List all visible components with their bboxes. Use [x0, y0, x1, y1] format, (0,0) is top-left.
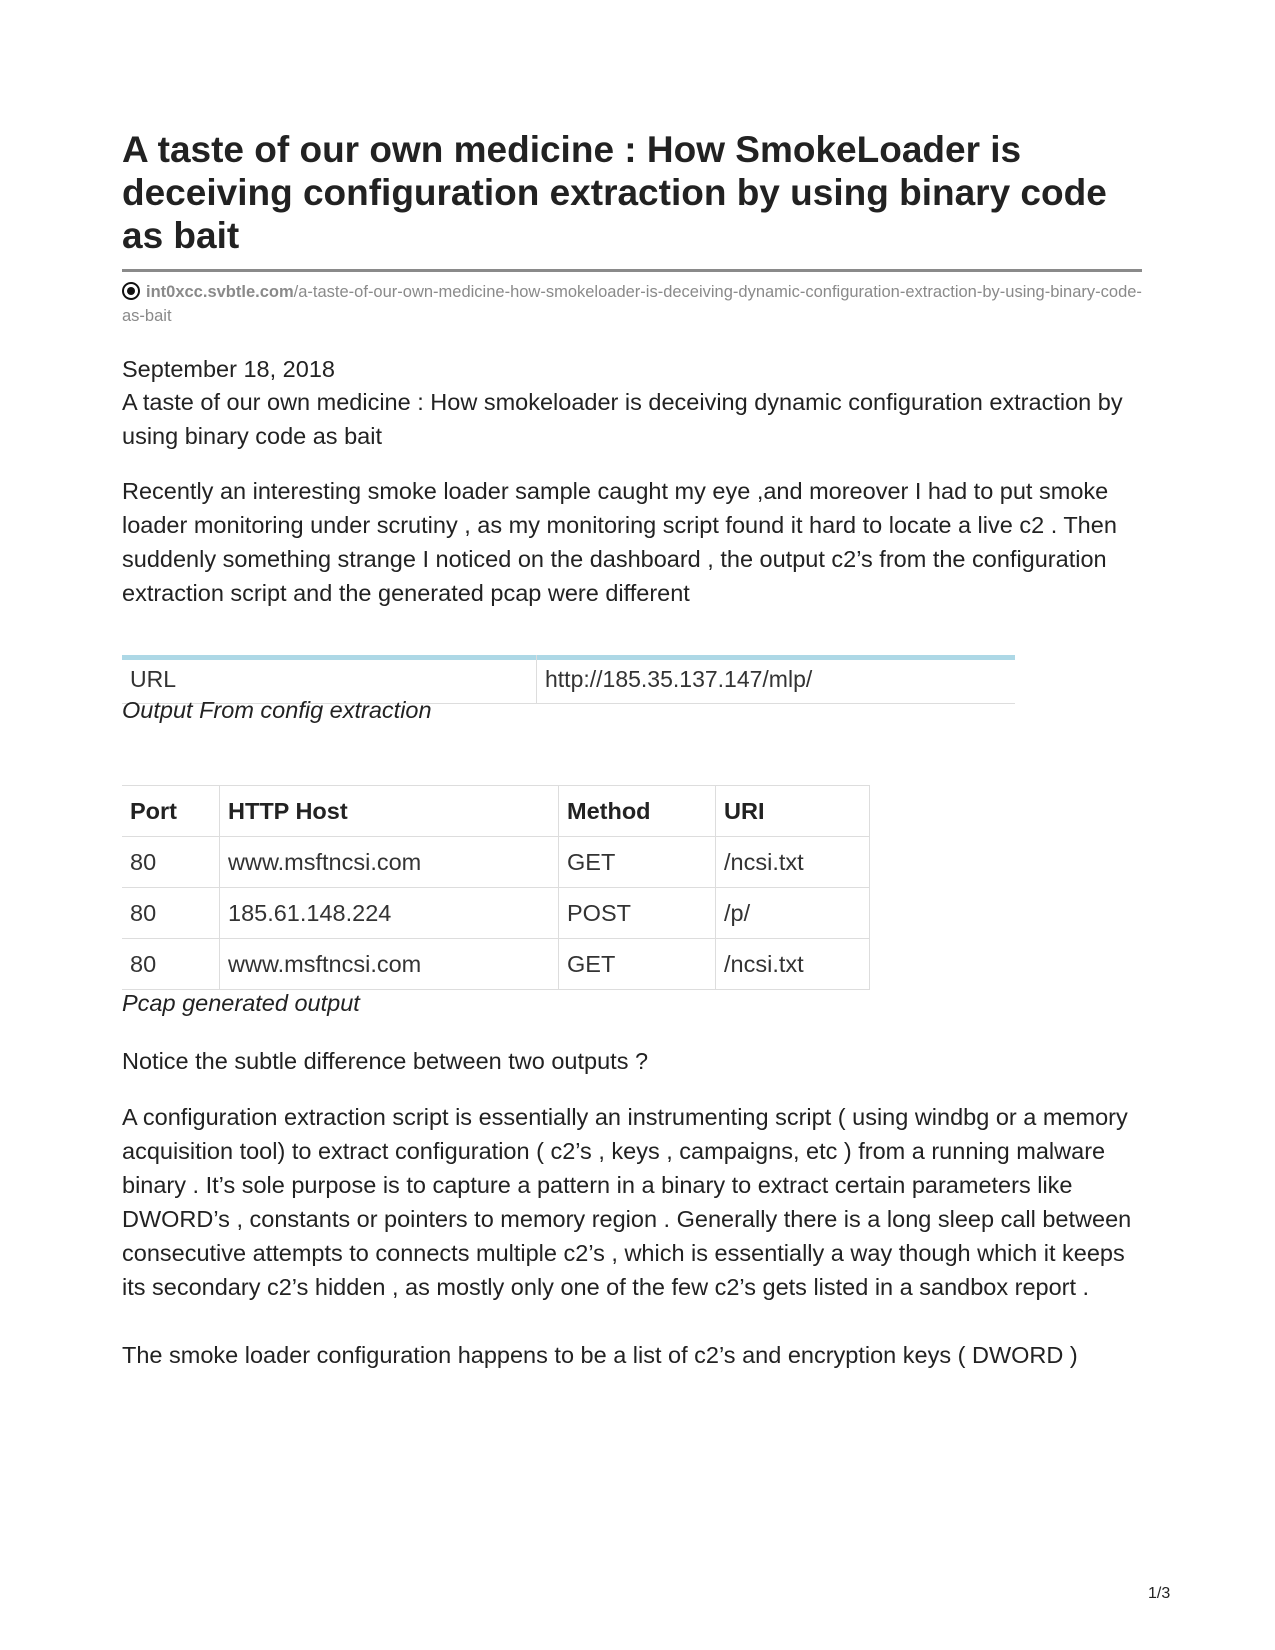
- article-title: A taste of our own medicine : How SmokeLoader is deceiving configuration extraction by using binary code as bait: [122, 129, 1107, 256]
- cell-host: www.msftncsi.com: [220, 837, 559, 888]
- header-method: Method: [559, 786, 716, 837]
- cell-method: GET: [559, 939, 716, 990]
- article-subtitle: A taste of our own medicine : How smokeloader is deceiving dynamic configuration extraction by using binary code as bait: [122, 389, 1123, 449]
- cell-uri: /ncsi.txt: [716, 939, 870, 990]
- title-divider: [122, 269, 1142, 272]
- source-line: [122, 280, 1142, 328]
- cell-host: 185.61.148.224: [220, 888, 559, 939]
- table-row: [122, 837, 870, 888]
- caption-config-extraction: Output From config extraction: [122, 697, 432, 723]
- table-row: [122, 939, 870, 990]
- cell-uri: /p/: [716, 888, 870, 939]
- cell-method: GET: [559, 837, 716, 888]
- header-port: Port: [122, 786, 220, 837]
- paragraph-explanation: A configuration extraction script is essentially an instrumenting script ( using windbg or a memory acquisition tool) to extract configuration ( c2’s , keys , campaigns, etc ) from a running malware binary . It’s sole purpose is to capture a pattern in a binary to extract certain parameters like DWORD’s , constants or pointers to memory region . Generally there is a long sleep call between consecutive attempts to connects multiple c2’s , which is essentially a way though which it keeps its secondary c2’s hidden , as mostly only one of the few c2’s gets listed in a sandbox report .: [122, 1104, 1132, 1300]
- pcap-output-table: [122, 785, 870, 990]
- cell-method: POST: [559, 888, 716, 939]
- cell-uri: /ncsi.txt: [716, 837, 870, 888]
- caption-pcap-output: Pcap generated output: [122, 990, 360, 1016]
- paragraph-config-list: The smoke loader configuration happens to be a list of c2’s and encryption keys ( DWORD ): [122, 1342, 1078, 1368]
- source-path: /a-taste-of-our-own-medicine-how-smokeloader-is-deceiving-dynamic-configuration-extraction-by-using-binary-code-as-bait: [122, 283, 1142, 325]
- header-http-host: HTTP Host: [220, 786, 559, 837]
- source-globe-icon: [122, 282, 140, 300]
- config-key-cell: URL: [122, 655, 537, 704]
- table-header-row: [122, 786, 870, 837]
- header-uri: URI: [716, 786, 870, 837]
- article-date: September 18, 2018: [122, 356, 335, 382]
- page-number: 1/3: [1148, 1585, 1171, 1602]
- cell-host: www.msftncsi.com: [220, 939, 559, 990]
- cell-port: 80: [122, 837, 220, 888]
- source-domain-link[interactable]: int0xcc.svbtle.com: [146, 283, 294, 301]
- paragraph-question: Notice the subtle difference between two outputs ?: [122, 1048, 649, 1074]
- paragraph-intro: Recently an interesting smoke loader sample caught my eye ,and moreover I had to put smoke loader monitoring under scrutiny , as my monitoring script found it hard to locate a live c2 . Then suddenly something strange I noticed on the dashboard , the output c2’s from the configuration extraction script and the generated pcap were different: [122, 478, 1117, 606]
- config-value-cell: http://185.35.137.147/mlp/: [537, 655, 1016, 704]
- cell-port: 80: [122, 888, 220, 939]
- table-row: [122, 888, 870, 939]
- cell-port: 80: [122, 939, 220, 990]
